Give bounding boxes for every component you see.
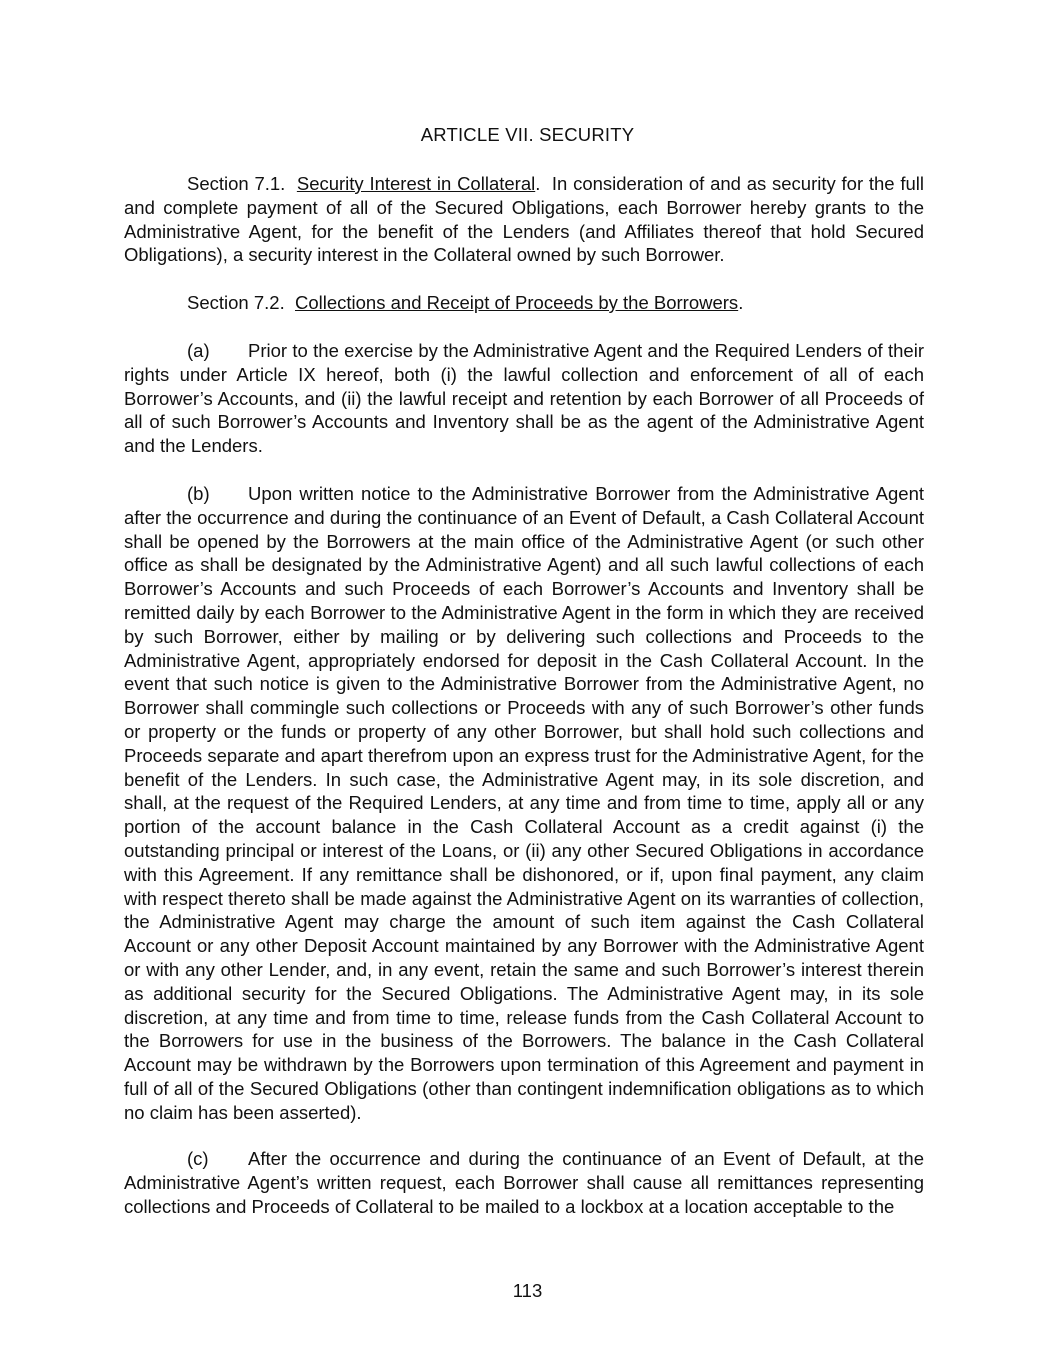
paragraph-b xyxy=(124,482,924,1125)
section-7-1-text: In consideration of and as security for the full and complete payment of all of the Secured Obligations, each Borrower hereby grants to the Administrative Agent, for the benefit of the Lenders (and Affiliates thereof that hold Secured Obligations), a security interest in the Collateral owned by such Borrower. xyxy=(124,173,924,266)
section-7-2-number: Section 7.2. xyxy=(187,292,285,313)
paragraph-c xyxy=(124,1147,924,1218)
section-7-1-number: Section 7.1. xyxy=(187,173,286,194)
section-7-1-title: Security Interest in Collateral xyxy=(296,173,536,194)
paragraph-c-text: After the occurrence and during the continuance of an Event of Default, at the Administrative Agent’s written request, each Borrower shall cause all remittances representing collections and Proceeds of Collateral to be mailed to a lockbox at a location acceptable to the xyxy=(124,1148,924,1217)
section-7-2-title: Collections and Receipt of Proceeds by the Borrowers xyxy=(294,292,739,313)
section-7-2-paragraph: Section 7.2. Collections and Receipt of Proceeds by the Borrowers. xyxy=(187,292,744,313)
paragraph-c-label: (c) xyxy=(187,1148,209,1169)
paragraph-b-text: Upon written notice to the Administrative Borrower from the Administrative Agent after the occurrence and during the continuance of an Event of Default, a Cash Collateral Account shall be opened by the Borrowers at the main office of the Administrative Agent (or such other office as shall be designated by the Administrative Agent) and all such lawful collections of each Borrower’s Accounts and such Proceeds of each Borrower’s Accounts and Inventory shall be remitted daily by each Borrower to the Administrative Agent in the form in which they are received by such Borrower, either by mailing or by delivering such collections and Proceeds to the Administrative Agent, appropriately endorsed for deposit in the Cash Collateral Account. In the event that such notice is given to the Administrative Borrower from the Administrative Agent, no Borrower shall commingle such collections or Proceeds with any of such Borrower’s other funds or property or the funds or property of any other Borrower, but shall hold such collections and Proceeds separate and apart therefrom upon an express trust for the Administrative Agent, for the benefit of the Lenders. In such case, the Administrative Agent may, in its sole discretion, and shall, at the request of the Required Lenders, at any time and from time to time, apply all or any portion of the account balance in the Cash Collateral Account as a credit against (i) the outstanding principal or interest of the Loans, or (ii) any other Secured Obligations in accordance with this Agreement. If any remittance shall be dishonored, or if, upon final payment, any claim with respect thereto shall be made against the Administrative Agent on its warranties of collection, the Administrative Agent may charge the amount of such item against the Cash Collateral Account or any other Deposit Account maintained by any Borrower with the Administrative Agent or with any other Lender, and, in any event, retain the same and such Borrower’s interest therein as additional security for the Secured Obligations. The Administrative Agent may, in its sole discretion, at any time and from time to time, release funds from the Cash Collateral Account to the Borrowers for use in the business of the Borrowers. The balance in the Cash Collateral Account may be withdrawn by the Borrowers upon termination of this Agreement and payment in full of all of the Secured Obligations (other than contingent indemnification obligations as to which no claim has been asserted). xyxy=(124,483,924,1123)
paragraph-a-text: Prior to the exercise by the Administrative Agent and the Required Lenders of their rights under Article IX hereof, both (i) the lawful collection and enforcement of all of each Borrower’s Accounts, and (ii) the lawful receipt and retention by each Borrower of all Proceeds of all of such Borrower’s Accounts and Inventory shall be as the agent of the Administrative Agent and the Lenders. xyxy=(124,340,924,457)
paragraph-a-label: (a) xyxy=(187,340,210,361)
paragraph-a xyxy=(124,339,924,458)
paragraph-b-label: (b) xyxy=(187,483,210,504)
article-heading: ARTICLE VII. SECURITY xyxy=(420,124,635,145)
page-number: 113 xyxy=(512,1280,543,1301)
section-7-1-paragraph: Section 7.1. Security Interest in Collateral. In consideration of and as security for the full and complete payment of all of the Secured Obligations, each Borrower hereby grants to the Administrative Agent, for the benefit of the Lenders (and Affiliates thereof that hold Secured Obligations), a security interest in the Collateral owned by such Borrower. xyxy=(124,173,924,266)
